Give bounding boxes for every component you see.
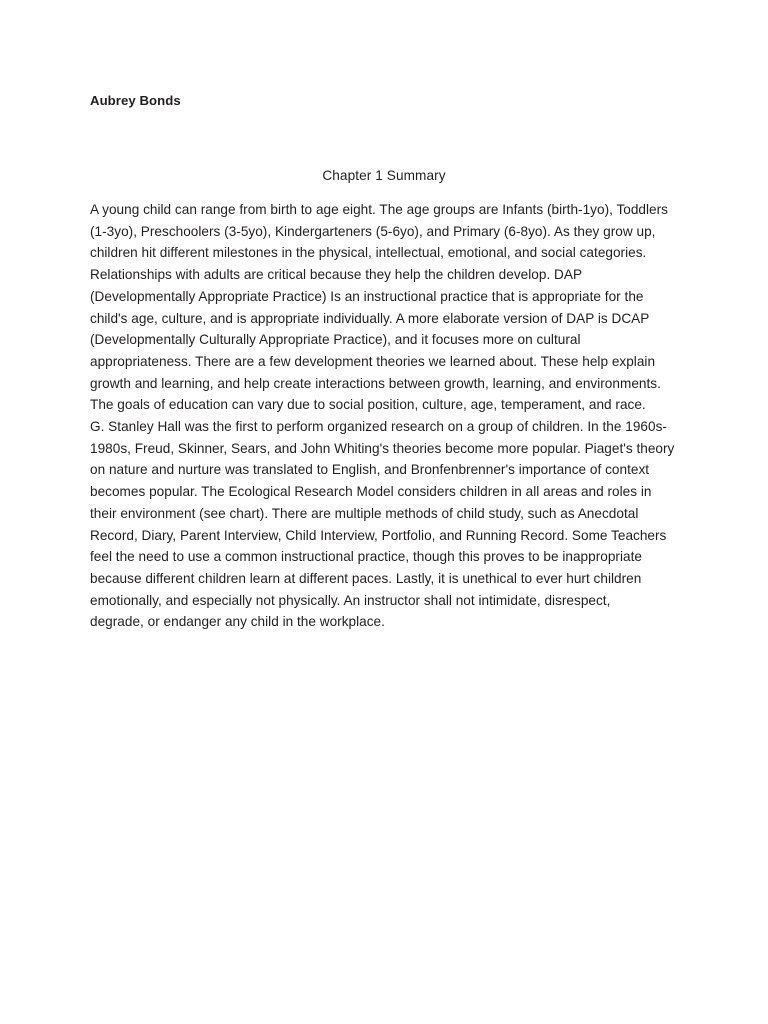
body-line: The goals of education can vary due to social position, culture, age, temperament, and race. bbox=[90, 397, 646, 413]
body-line: (1-3yo), Preschoolers (3-5yo), Kindergarteners (5-6yo), and Primary (6-8yo). As they grow up, bbox=[90, 223, 656, 239]
body-line: degrade, or endanger any child in the workplace. bbox=[90, 614, 385, 630]
body-line: child's age, culture, and is appropriate individually. A more elaborate version of DAP is DCAP bbox=[90, 310, 650, 326]
body-line: on nature and nurture was translated to English, and Bronfenbrenner's importance of context bbox=[90, 462, 650, 478]
body-line: emotionally, and especially not physically. An instructor shall not intimidate, disrespect, bbox=[90, 592, 611, 608]
document-body bbox=[90, 199, 682, 633]
body-line: becomes popular. The Ecological Research Model considers children in all areas and roles in bbox=[90, 484, 652, 500]
body-line: their environment (see chart). There are multiple methods of child study, such as Anecdotal bbox=[90, 505, 639, 521]
body-line: feel the need to use a common instructional practice, though this proves to be inappropriate bbox=[90, 549, 642, 565]
body-line: (Developmentally Appropriate Practice) Is an instructional practice that is appropriate for the bbox=[90, 288, 644, 304]
body-line: G. Stanley Hall was the first to perform organized research on a group of children. In the 1960s- bbox=[90, 419, 667, 435]
body-line: A young child can range from birth to age eight. The age groups are Infants (birth-1yo), Toddlers bbox=[90, 202, 668, 217]
body-line: (Developmentally Culturally Appropriate Practice), and it focuses more on cultural bbox=[90, 332, 581, 348]
document-title: Chapter 1 Summary bbox=[322, 168, 446, 183]
body-line: Relationships with adults are critical because they help the children develop. DAP bbox=[90, 267, 583, 283]
body-line: children hit different milestones in the physical, intellectual, emotional, and social categories. bbox=[90, 245, 647, 261]
body-line: 1980s, Freud, Skinner, Sears, and John Whiting's theories become more popular. Piaget's theory bbox=[90, 440, 675, 456]
body-line: because different children learn at different paces. Lastly, it is unethical to ever hurt children bbox=[90, 570, 642, 586]
body-line: growth and learning, and help create interactions between growth, learning, and environments. bbox=[90, 375, 661, 391]
body-line: appropriateness. There are a few development theories we learned about. These help explain bbox=[90, 353, 656, 369]
author-name: Aubrey Bonds bbox=[90, 93, 181, 108]
body-line: Record, Diary, Parent Interview, Child Interview, Portfolio, and Running Record. Some Teachers bbox=[90, 527, 667, 543]
